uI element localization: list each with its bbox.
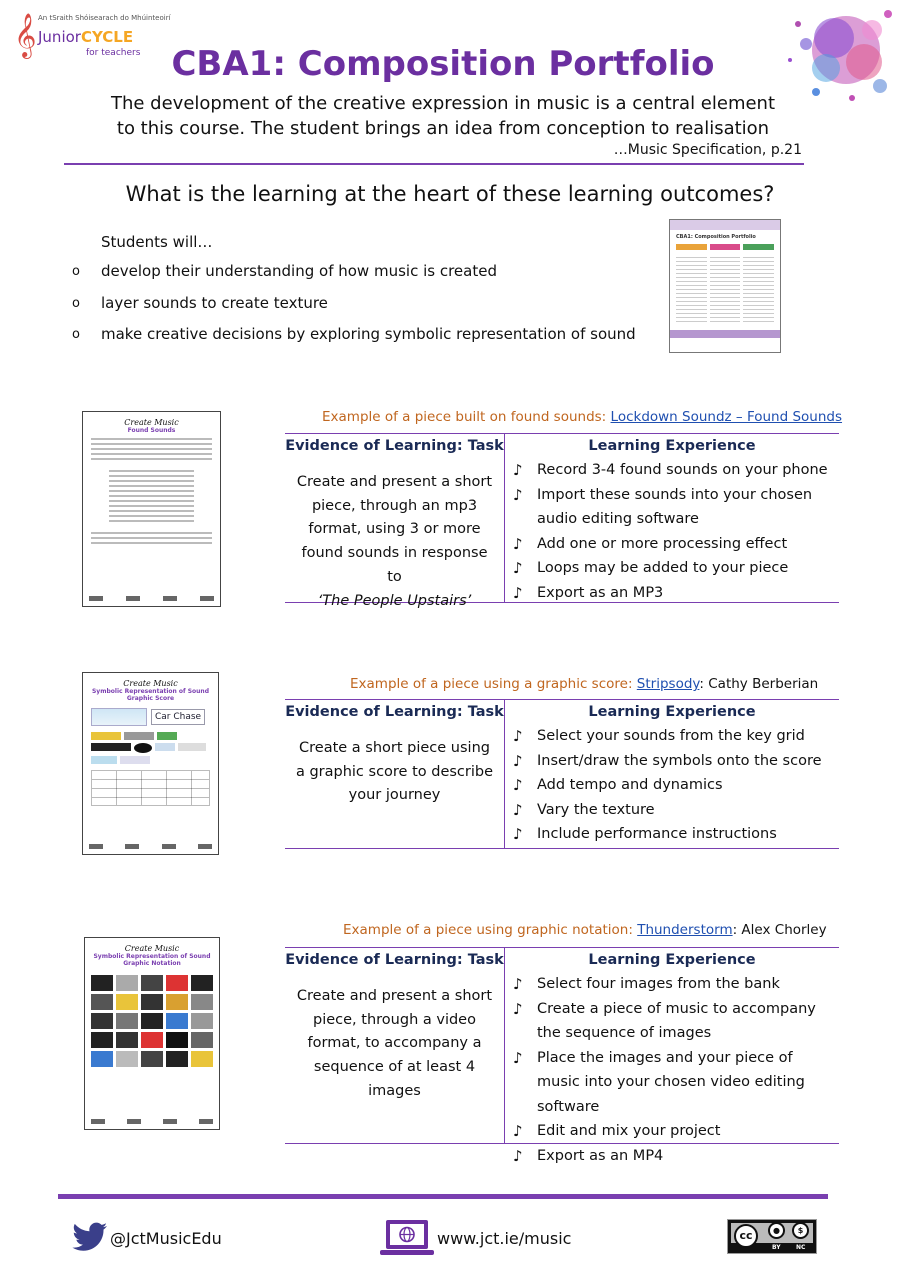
example-caption — [350, 676, 818, 692]
lockdown-soundz-link[interactable]: Lockdown Soundz – Found Sounds — [610, 409, 843, 425]
music-note-icon: ♪ — [513, 727, 523, 745]
logo-for-teachers: for teachers — [86, 48, 141, 58]
thumbnail-title: Create Music — [124, 944, 180, 953]
caption-prefix: Example of a piece built on found sounds: — [322, 409, 611, 425]
music-note-icon: ♪ — [513, 534, 523, 553]
music-note-icon: ♪ — [513, 751, 523, 770]
graphic-score-thumbnail[interactable] — [82, 672, 219, 855]
music-note-icon: ♪ — [513, 1146, 523, 1165]
attribution-icon: ● — [768, 1222, 785, 1239]
creative-commons-badge — [727, 1219, 817, 1254]
task-description — [285, 737, 504, 808]
music-note-icon: ♪ — [513, 485, 523, 504]
experience-item — [513, 798, 839, 823]
experience-header: Learning Experience — [588, 438, 756, 454]
task-header: Evidence of Learning: Task — [285, 704, 504, 720]
experience-text: Export as an MP3 — [537, 584, 664, 601]
caption-suffix: : Cathy Berberian — [699, 676, 819, 692]
experience-text: Export as an MP4 — [537, 1147, 664, 1164]
experience-column — [505, 434, 839, 602]
caption-suffix: : Alex Chorley — [732, 922, 827, 938]
music-note-icon: ♪ — [513, 975, 523, 993]
experience-item — [513, 1119, 839, 1144]
circle-bullet-icon: o — [72, 295, 80, 311]
treble-clef-icon: 𝄞 — [14, 13, 37, 57]
caption-prefix: Example of a piece using graphic notation: — [343, 922, 638, 938]
twitter-bird-icon — [72, 1222, 108, 1252]
task-text: Create and present a short piece, through a video format, to accompany a sequence of at least 4 images — [296, 988, 493, 1099]
car-chase-label: Car Chase — [151, 709, 205, 725]
learning-outcome-text: layer sounds to create texture — [101, 293, 328, 312]
experience-text: Add one or more processing effect — [537, 535, 788, 552]
learning-outcome-item — [70, 262, 636, 294]
thumbnail-subtitle: Found Sounds — [127, 427, 176, 434]
example-caption — [322, 409, 842, 425]
experience-column — [505, 948, 839, 1165]
experience-text: Loops may be added to your piece — [537, 560, 789, 576]
stripsody-link[interactable]: Stripsody — [636, 676, 700, 692]
footer-divider — [58, 1194, 828, 1199]
task-text: Create and present a short piece, through an mp3 format, using 3 or more found sounds in response to — [296, 474, 493, 585]
experience-text: Create a piece of music to accompany the sequence of images — [537, 1000, 816, 1041]
experience-text: Place the images and your piece of music into your chosen video editing software — [537, 1049, 805, 1115]
thumbnail-subtitle: Symbolic Representation of Sound Graphic Notation — [93, 953, 211, 967]
example-caption — [343, 922, 827, 938]
learning-question: What is the learning at the heart of these learning outcomes? — [125, 182, 775, 206]
found-sounds-thumbnail[interactable] — [82, 411, 221, 607]
experience-text: Select four images from the bank — [537, 976, 780, 992]
noncommercial-icon: $ — [792, 1222, 809, 1239]
logo-gaelic-line: An tSraith Shóisearach do Mhúinteoirí — [38, 14, 171, 22]
learning-outcome-text: develop their understanding of how music is created — [101, 262, 497, 280]
music-note-icon: ♪ — [513, 776, 523, 794]
experience-text: Record 3-4 found sounds on your phone — [537, 462, 828, 478]
music-note-icon: ♪ — [513, 1048, 523, 1067]
website-link[interactable]: www.jct.ie/music — [437, 1229, 572, 1248]
logo-brand-junior: Junior — [38, 28, 81, 46]
experience-text: Import these sounds into your chosen audio editing software — [537, 486, 813, 527]
experience-item — [513, 556, 839, 581]
experience-text: Include performance instructions — [537, 826, 777, 842]
task-header: Evidence of Learning: Task — [285, 438, 504, 454]
task-column — [285, 434, 505, 609]
circle-bullet-icon: o — [72, 264, 80, 279]
experience-item — [513, 458, 839, 483]
page-title: CBA1: Composition Portfolio — [171, 44, 715, 84]
experience-item — [513, 972, 839, 997]
music-note-icon: ♪ — [513, 999, 523, 1018]
thumbnail-title: Create Music — [123, 679, 178, 688]
music-note-icon: ♪ — [513, 825, 523, 843]
task-column — [285, 948, 505, 1143]
experience-item — [513, 749, 839, 774]
learning-outcomes-list — [70, 262, 636, 357]
experience-item — [513, 1144, 839, 1169]
task-description — [285, 985, 504, 1104]
caption-prefix: Example of a piece using a graphic score: — [350, 676, 637, 692]
music-note-icon: ♪ — [513, 583, 523, 602]
experience-item — [513, 532, 839, 557]
logo-brand-cycle: CYCLE — [80, 28, 134, 46]
experience-item — [513, 1046, 839, 1120]
experience-text: Add tempo and dynamics — [537, 777, 723, 793]
specification-quote: The development of the creative expression in music is a central element to this course. The student brings an idea from conception to realisation — [110, 93, 776, 139]
task-table — [285, 699, 839, 849]
thunderstorm-link[interactable]: Thunderstorm — [637, 922, 733, 938]
experience-item — [513, 724, 839, 749]
laptop-globe-icon — [379, 1219, 435, 1257]
experience-text: Vary the texture — [537, 801, 655, 818]
twitter-handle[interactable]: @JctMusicEdu — [110, 1229, 222, 1248]
learning-outcome-item — [70, 325, 636, 357]
task-table — [285, 433, 839, 609]
experience-item — [513, 997, 839, 1046]
specification-citation: …Music Specification, p.21 — [613, 142, 802, 158]
cc-icon: cc — [734, 1224, 758, 1248]
experience-text: Select your sounds from the key grid — [537, 728, 805, 744]
task-table — [285, 947, 839, 1165]
graphic-notation-thumbnail[interactable] — [84, 937, 220, 1130]
experience-item — [513, 581, 839, 606]
experience-text: Edit and mix your project — [537, 1123, 721, 1139]
task-italic-title: ‘The People Upstairs’ — [317, 592, 472, 609]
header-divider — [64, 163, 804, 165]
experience-header: Learning Experience — [588, 704, 756, 720]
experience-item — [513, 773, 839, 798]
thumbnail-title: Create Music — [124, 418, 179, 427]
music-note-icon: ♪ — [513, 559, 523, 577]
circle-bullet-icon: o — [72, 327, 80, 342]
music-note-icon: ♪ — [513, 800, 523, 819]
experience-text: Insert/draw the symbols onto the score — [537, 752, 822, 769]
experience-item — [513, 483, 839, 532]
task-header: Evidence of Learning: Task — [285, 952, 504, 968]
rubric-thumbnail[interactable] — [669, 219, 781, 353]
learning-outcome-text: make creative decisions by exploring symbolic representation of sound — [101, 325, 636, 343]
task-column — [285, 700, 505, 848]
task-description — [285, 471, 504, 613]
experience-list — [505, 458, 839, 605]
music-note-icon: ♪ — [513, 1122, 523, 1140]
cc-nc-label: NC — [796, 1244, 806, 1251]
learning-outcome-item — [70, 294, 636, 326]
music-note-icon: ♪ — [513, 461, 523, 479]
experience-item — [513, 822, 839, 847]
experience-column — [505, 700, 839, 848]
students-will-lead: Students will… — [101, 233, 213, 251]
task-text: Create a short piece using a graphic score to describe your journey — [295, 740, 494, 804]
experience-list — [505, 972, 839, 1168]
thumbnail-subtitle: Symbolic Representation of Sound Graphic Score — [91, 688, 209, 702]
rubric-thumbnail-title: CBA1: Composition Portfolio — [676, 234, 756, 240]
cc-by-label: BY — [772, 1244, 781, 1251]
experience-list — [505, 724, 839, 847]
experience-header: Learning Experience — [588, 952, 756, 968]
